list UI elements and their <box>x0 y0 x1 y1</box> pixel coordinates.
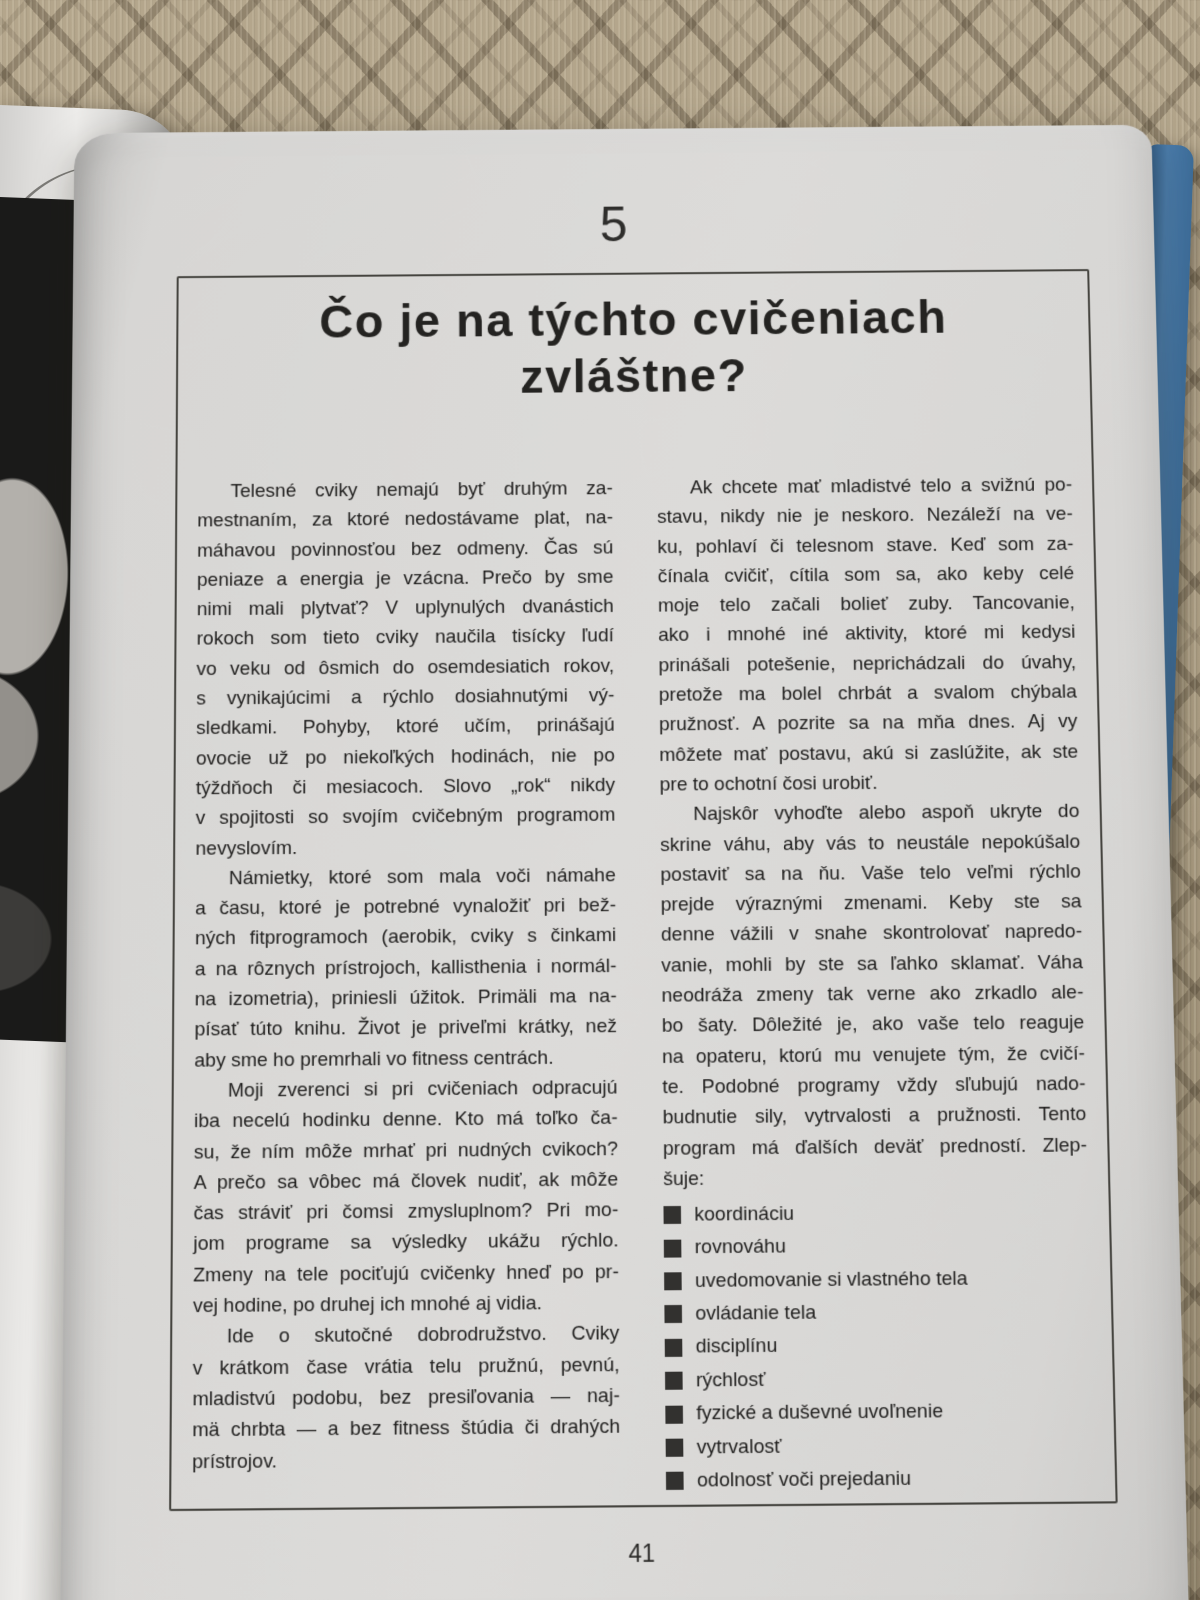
list-item <box>665 1394 1093 1431</box>
text-line: vo veku od ôsmich do osemdesiatich rokov, <box>196 655 615 680</box>
bullet-square-icon <box>664 1272 682 1290</box>
list-item <box>664 1295 1091 1332</box>
text-line: aby sme ho premrhali vo fitness centrách. <box>194 1046 554 1072</box>
text-line: te. Podobné programy vždy sľubujú nado- <box>662 1073 1086 1099</box>
list-item <box>665 1361 1093 1398</box>
left-column <box>192 474 621 1502</box>
bullet-square-icon <box>663 1206 681 1224</box>
text-line: ako i mnohé iné aktivity, ktoré mi kedysi <box>658 621 1076 647</box>
text-line: postaviť sa na ňu. Vaše telo veľmi rýchlo <box>660 860 1081 886</box>
bullet-square-icon <box>665 1372 683 1390</box>
text-line: týždňoch či mesiacoch. Slovo „rok“ nikdy <box>195 774 616 800</box>
text-line: písať túto knihu. Život je priveľmi krátky, než <box>194 1015 618 1042</box>
page-title-line-1: Čo je na týchto cvičeniach <box>319 289 948 348</box>
text-line: iba necelú hodinku denne. Kto má toľko ča- <box>193 1107 618 1133</box>
text-line: jom programe sa výsledky ukážu rýchlo. <box>193 1230 619 1256</box>
text-line: prejde výraznými zmenami. Keby ste sa <box>660 891 1082 917</box>
text-line: šuje: <box>663 1167 705 1191</box>
list-item <box>665 1328 1092 1365</box>
right-column-text <box>657 470 1088 1194</box>
list-item <box>664 1261 1090 1298</box>
text-line: Najskôr vyhoďte alebo aspoň ukryte do <box>693 800 1080 826</box>
text-line: stavu, nikdy nie je neskoro. Nezáleží na ve- <box>657 503 1073 529</box>
text-line: na opateru, ktorú mu venujete tým, že cvičí- <box>662 1042 1086 1068</box>
bullet-square-icon <box>665 1405 683 1423</box>
text-columns <box>171 470 1115 1502</box>
text-line: pružnosť. A pozrite sa na mňa dnes. Aj vy <box>658 711 1078 736</box>
text-line: Moji zverenci si pri cvičeniach odpracujú <box>227 1076 618 1102</box>
right-column <box>657 470 1095 1498</box>
benefits-list <box>663 1195 1094 1498</box>
text-line: neodráža zmeny tak verne ako zrkadlo ale- <box>661 981 1084 1007</box>
text-line: a na rôznych prístrojoch, kallisthenia i normál- <box>194 955 617 981</box>
text-line: nimi mali plytvať? V uplynulých dvanástich <box>196 595 614 621</box>
list-item-label: disciplínu <box>695 1335 778 1359</box>
page-number: 41 <box>628 1539 656 1568</box>
page-title <box>178 287 1090 407</box>
text-line: Zmeny na tele pociťujú cvičenky hneď po pr- <box>193 1260 619 1287</box>
text-line: bo šaty. Dôležité je, ako vaše telo reaguje <box>661 1012 1085 1038</box>
text-line: mladistvú podobu, bez presiľovania — naj- <box>192 1384 620 1411</box>
text-line: máhavou povinnosťou bez odmeny. Čas sú <box>197 536 614 562</box>
text-line: vej hodine, po druhej ich mnohé aj vidia. <box>192 1292 543 1318</box>
text-line: v krátkom čase vrátia telu pružnú, pevnú, <box>192 1353 620 1380</box>
list-item <box>664 1228 1090 1264</box>
text-line: peniaze a energia je vzácna. Prečo by sme <box>196 566 614 591</box>
text-line: pretože ma bolel chrbát a svalom chýbala <box>658 681 1077 707</box>
bullet-square-icon <box>666 1439 684 1457</box>
text-line: nevyslovím. <box>195 837 298 860</box>
text-line: A prečo sa vôbec má človek nudiť, ak môže <box>193 1168 619 1194</box>
list-item <box>666 1428 1094 1465</box>
bullet-square-icon <box>665 1339 683 1357</box>
text-line: su, že ním môže mrhať pri nudných cvikoch? <box>193 1137 618 1164</box>
text-line: na izometria), priniesli úžitok. Primäli ma na- <box>194 985 617 1011</box>
book-page <box>60 125 1190 1600</box>
text-line: mä chrbta — a bez fitness štúdia či drahých <box>192 1415 621 1442</box>
text-line: Telesné cviky nemajú byť druhým za- <box>230 478 613 503</box>
text-line: pre to ochotní čosi urobiť. <box>659 772 878 796</box>
text-line: v spojitosti so svojím cvičebným programom <box>195 804 616 830</box>
list-item <box>663 1195 1088 1231</box>
bullet-square-icon <box>666 1472 684 1490</box>
text-line: program má ďalších deväť predností. Zlep- <box>662 1134 1088 1160</box>
text-line: môžete mať postavu, akú si zaslúžite, ak ste <box>659 740 1079 766</box>
text-line: sledkami. Pohyby, ktoré učím, prinášajú <box>196 714 615 740</box>
text-line: budnutie sily, vytrvalosti a pružnosti. Tento <box>662 1103 1087 1129</box>
list-item <box>666 1461 1095 1498</box>
text-line: čas stráviť pri čomsi zmysluplnom? Pri mo- <box>193 1199 619 1225</box>
list-item-label: rovnováhu <box>694 1235 786 1259</box>
content-border-box <box>169 269 1118 1511</box>
text-line: Námietky, ktoré som mala voči námahe <box>228 864 616 890</box>
text-line: Ak chcete mať mladistvé telo a svižnú po- <box>689 474 1073 499</box>
list-item-label: koordináciu <box>694 1202 795 1226</box>
list-item-label: vytrvalosť <box>696 1435 782 1459</box>
list-item-label: fyzické a duševné uvoľnenie <box>696 1400 944 1425</box>
text-line: s vynikajúcimi a rýchlo dosiahnutými vý- <box>196 685 615 710</box>
text-line: ných fitprogramoch (aerobik, cviky s činkami <box>194 924 617 950</box>
text-line: rokoch som tieto cviky naučila tisícky ľudí <box>196 625 614 651</box>
text-line: denne vážili v snahe skontrolovať napredo- <box>660 921 1083 947</box>
bullet-square-icon <box>664 1239 682 1257</box>
text-line: Ide o skutočné dobrodružstvo. Cviky <box>226 1322 620 1349</box>
chapter-number: 5 <box>599 196 628 253</box>
text-line: a času, ktoré je potrebné vynaložiť pri bež- <box>195 894 617 920</box>
page-title-line-2: zvláštne? <box>519 348 748 403</box>
list-item-label: ovládanie tela <box>695 1301 817 1325</box>
bullet-square-icon <box>664 1305 682 1323</box>
text-line: prístrojov. <box>192 1449 278 1473</box>
text-line: moje telo začali bolieť zuby. Tancovanie, <box>657 592 1075 617</box>
text-line: čínala cvičiť, cítila som sa, ako keby celé <box>657 562 1075 588</box>
list-item-label: uvedomovanie si vlastného tela <box>694 1267 968 1292</box>
list-item-label: rýchlosť <box>695 1368 766 1392</box>
text-line: prinášali potešenie, neprichádzali do úvahy, <box>658 651 1077 677</box>
text-line: vanie, mohli by ste sa ľahko sklamať. Váha <box>661 951 1084 977</box>
text-line: ovocie už po niekoľkých hodinách, nie po <box>195 744 615 770</box>
text-line: mestnaním, za ktoré nedostávame plat, na- <box>197 507 614 532</box>
list-item-label: odolnosť voči prejedaniu <box>696 1467 912 1492</box>
text-line: ku, pohlaví či telesnom stave. Keď som za- <box>657 533 1074 558</box>
text-line: skrine váhu, aby vás to neustále nepokúšalo <box>660 830 1081 856</box>
